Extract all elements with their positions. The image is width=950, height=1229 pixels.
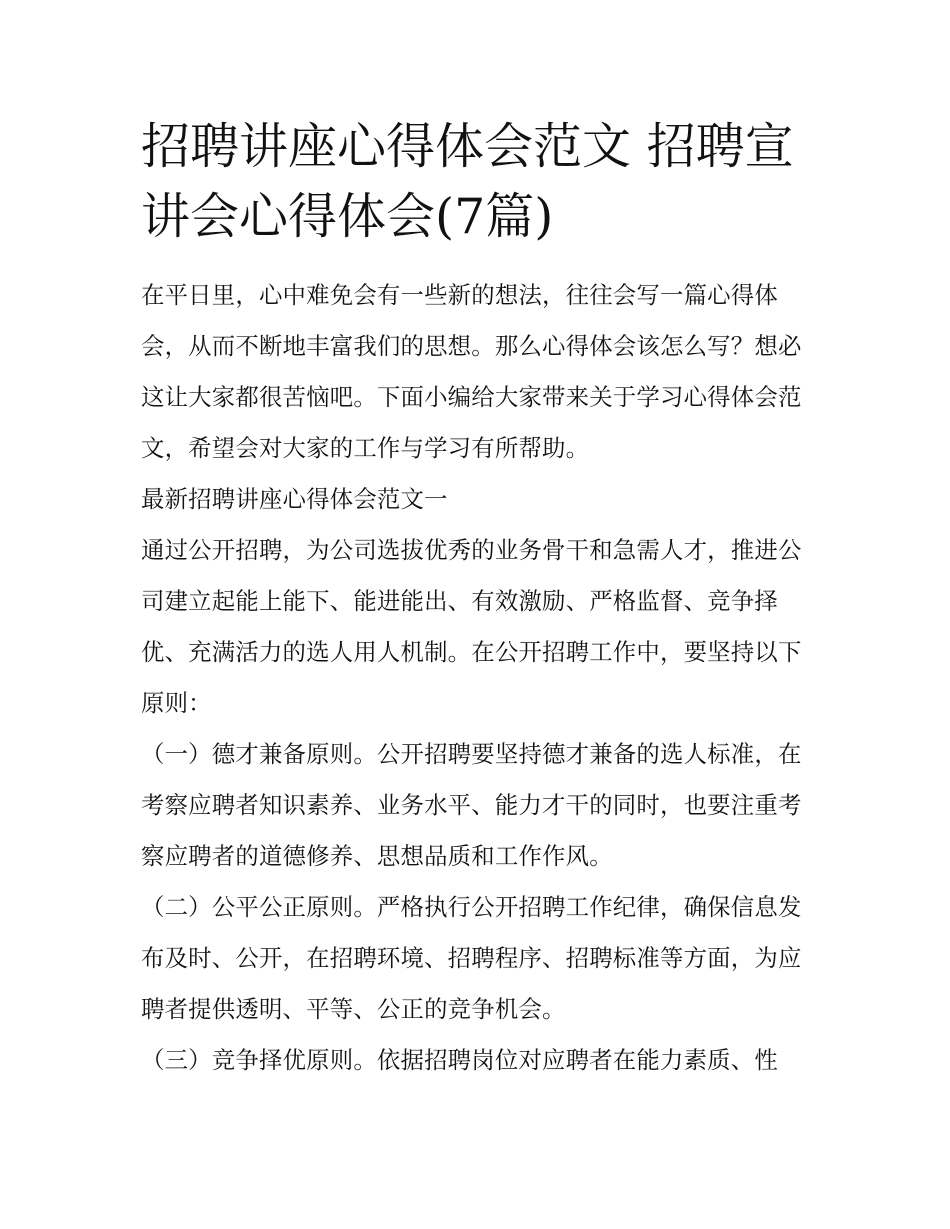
- document-body: [141, 270, 813, 1086]
- principle-paragraph-3: （三）竞争择优原则。依据招聘岗位对应聘者在能力素质、性: [141, 1046, 778, 1074]
- document-title: 招聘讲座心得体会范文 招聘宣讲会心得体会(7篇): [141, 118, 794, 245]
- intro-paragraph: 在平日里，心中难免会有一些新的想法，往往会写一篇心得体会，从而不断地丰富我们的思想。那么心得体会该怎么写？想必这让大家都很苦恼吧。下面小编给大家带来关于学习心得体会范文，希望会对大家的工作与学习有所帮助。: [141, 281, 802, 462]
- principle-paragraph-2: （二）公平公正原则。严格执行公开招聘工作纪律，确保信息发布及时、公开，在招聘环境、招聘程序、招聘标准等方面，为应聘者提供透明、平等、公正的竞争机会。: [141, 893, 802, 1023]
- principle-paragraph-1: （一）德才兼备原则。公开招聘要坚持德才兼备的选人标准，在考察应聘者知识素养、业务水平、能力才干的同时，也要注重考察应聘者的道德修养、思想品质和工作作风。: [141, 740, 802, 870]
- document-content: [141, 112, 813, 1086]
- section-heading: 最新招聘讲座心得体会范文一: [141, 485, 448, 513]
- body-paragraph: 通过公开招聘，为公司选拔优秀的业务骨干和急需人才，推进公司建立起能上能下、能进能出、有效激励、严格监督、竞争择优、充满活力的选人用人机制。在公开招聘工作中，要坚持以下原则：: [141, 536, 802, 717]
